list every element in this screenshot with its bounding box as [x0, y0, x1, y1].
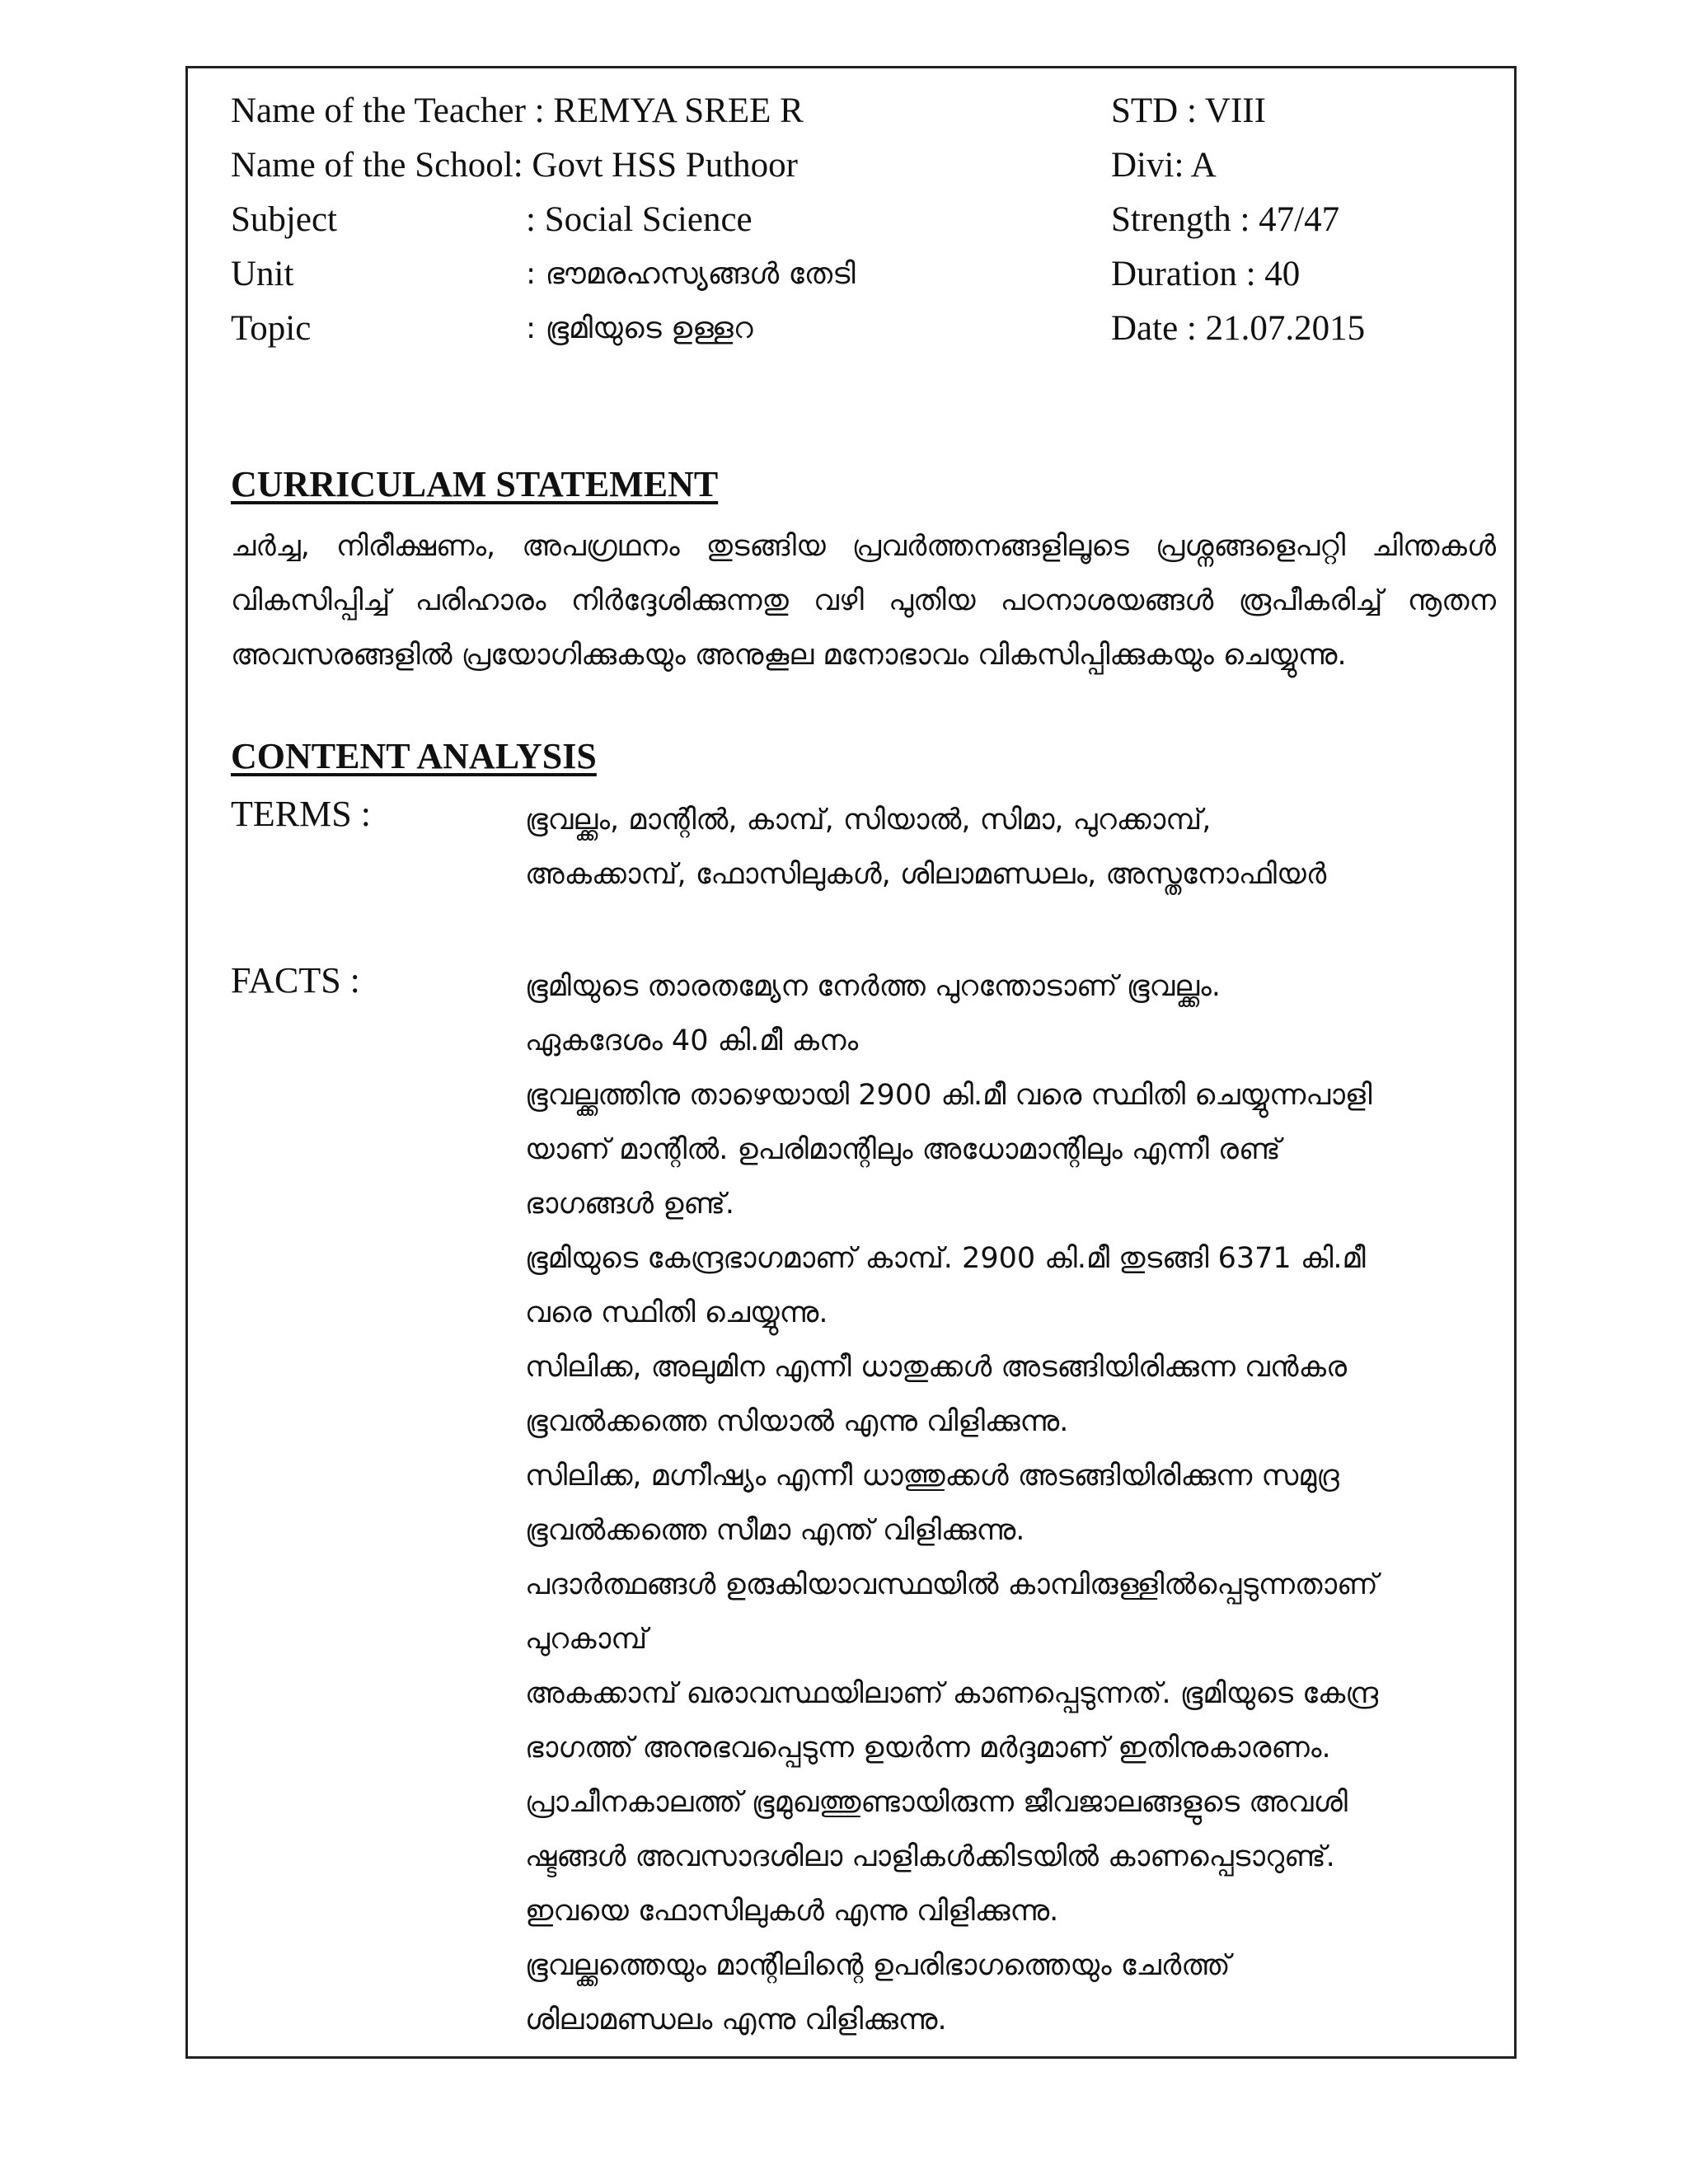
- topic-label: Topic: [231, 309, 312, 348]
- header-row-teacher: [231, 84, 1467, 138]
- unit-label: Unit: [231, 255, 294, 293]
- subject-label: Subject: [231, 200, 337, 239]
- fact-line: ഭൂവൽക്കത്തെ സിയാൽ എന്നു വിളിക്കുന്നു.: [525, 1405, 1069, 1438]
- curriculum-heading: CURRICULAM STATEMENT: [231, 464, 719, 504]
- fact-line: പ്രാചീനകാലത്ത് ഭൂമുഖത്തുണ്ടായിരുന്ന ജീവജാലങ്ങളുടെ അവശി: [525, 1786, 1348, 1819]
- fact-line: ഷ്ടങ്ങൾ അവസാദശിലാ പാളികൾക്കിടയിൽ കാണപ്പെടാറുണ്ട്.: [525, 1840, 1335, 1873]
- division-value: Divi: A: [1111, 146, 1217, 185]
- fact-item: [525, 1340, 1506, 1449]
- fact-item: [525, 1231, 1506, 1340]
- lesson-plan-header: [231, 84, 1467, 356]
- fact-line: അകക്കാമ്പ് ഖരാവസ്ഥയിലാണ് കാണപ്പെടുന്നത്. ഭൂമിയുടെ കേന്ദ്ര: [525, 1677, 1378, 1710]
- fact-item: [525, 1666, 1506, 1775]
- fact-line: പദാർത്ഥങ്ങൾ ഉരുകിയാവസ്ഥയിൽ കാമ്പിരുള്ളിൽപ്പെടുന്നതാണ്: [525, 1568, 1378, 1601]
- fact-line: ഭൂവൽക്കത്തെ സീമാ എന്ത് വിളിക്കുന്നു.: [525, 1514, 1025, 1547]
- facts-label: FACTS :: [231, 960, 360, 1001]
- unit-value: : ഭൗമരഹസ്യങ്ങൾ തേടി: [526, 257, 856, 291]
- content-analysis-heading: CONTENT ANALYSIS: [231, 736, 597, 776]
- duration-value: Duration : 40: [1111, 255, 1301, 293]
- fact-line: ഭൂമിയുടെ താരതമ്യേന നേർത്ത പുറന്തോടാണ് ഭൂവല്ക്കം.: [525, 970, 1221, 1003]
- fact-line: സിലിക്ക, അലുമിന എന്നീ ധാതുക്കൾ അടങ്ങിയിരിക്കുന്ന വൻകര: [525, 1351, 1348, 1384]
- fact-line: ശിലാമണ്ഡലം എന്നു വിളിക്കുന്നു.: [525, 2004, 947, 2036]
- fact-line: വരെ സ്ഥിതി ചെയ്യുന്നു.: [525, 1296, 828, 1329]
- topic-value: : ഭൂമിയുടെ ഉള്ളറ: [526, 312, 753, 345]
- fact-line: ഭാഗത്ത് അനുഭവപ്പെടുന്ന ഉയർന്ന മർദ്ദമാണ് ഇതിനുകാരണം.: [525, 1732, 1331, 1765]
- fact-line: പുറകാമ്പ്: [525, 1623, 648, 1656]
- teacher-name: Name of the Teacher : REMYA SREE R: [231, 91, 804, 130]
- fact-item: [525, 1938, 1506, 2047]
- fact-line: ഇവയെ ഫോസിലുകൾ എന്നു വിളിക്കുന്നു.: [525, 1895, 1059, 1928]
- fact-item: [525, 959, 1506, 1068]
- subject-value: : Social Science: [526, 200, 753, 239]
- fact-line: ഭാഗങ്ങൾ ഉണ്ട്.: [525, 1188, 735, 1221]
- facts-list: [525, 959, 1506, 2047]
- fact-line: ഭൂമിയുടെ കേന്ദ്രഭാഗമാണ് കാമ്പ്. 2900 കി.മീ തുടങ്ങി 6371 കി.മീ: [525, 1242, 1366, 1275]
- terms-list: [525, 793, 1506, 902]
- strength-value: Strength : 47/47: [1111, 200, 1340, 239]
- fact-item: [525, 1449, 1506, 1558]
- fact-line: ഭൂവല്ക്കത്തിനു താഴെയായി 2900 കി.മീ വരെ സ്ഥിതി ചെയ്യുന്നപാളി: [525, 1079, 1372, 1112]
- std-value: STD : VIII: [1111, 91, 1266, 130]
- header-row-unit: [231, 247, 1467, 302]
- terms-label: TERMS :: [231, 794, 371, 834]
- curriculum-statement: ചർച്ച, നിരീക്ഷണം, അപഗ്രഥനം തുടങ്ങിയ പ്രവർത്തനങ്ങളിലൂടെ പ്രശ്നങ്ങളെപറ്റി ചിന്തകൾ വികസിപ്പിച്ച് പരിഹാരം നിർദ്ദേശിക്കുന്നതു വഴി പുതിയ പഠനാശയങ്ങൾ രൂപീകരിച്ച് നൂതന അവസരങ്ങളിൽ പ്രയോഗിക്കുകയും അനുകൂല മനോഭാവം വികസിപ്പിക്കുകയും ചെയ്യുന്നു.: [231, 530, 1496, 672]
- fact-item: [525, 1558, 1506, 1666]
- terms-line: ഭൂവല്ക്കം, മാന്റിൽ, കാമ്പ്, സിയാൽ, സിമാ, പുറക്കാമ്പ്,: [525, 804, 1212, 837]
- header-row-topic: [231, 302, 1467, 356]
- terms-line: അകക്കാമ്പ്, ഫോസിലുകൾ, ശിലാമണ്ഡലം, അസ്തനോഫിയർ: [525, 858, 1327, 891]
- fact-line: ഭൂവല്ക്കത്തെയും മാന്റിലിന്റെ ഉപരിഭാഗത്തെയും ചേർത്ത്: [525, 1949, 1231, 1982]
- fact-line: ഏകദേശം 40 കി.മീ കനം: [525, 1024, 859, 1057]
- header-row-school: [231, 138, 1467, 193]
- fact-item: [525, 1068, 1506, 1231]
- school-name: Name of the School: Govt HSS Puthoor: [231, 146, 798, 185]
- fact-item: [525, 1775, 1506, 1938]
- header-row-subject: [231, 193, 1467, 247]
- date-value: Date : 21.07.2015: [1111, 309, 1366, 348]
- fact-line: സിലിക്ക, മഗ്നീഷ്യം എന്നീ ധാത്തുക്കൾ അടങ്ങിയിരിക്കുന്ന സമുദ്ര: [525, 1460, 1339, 1493]
- fact-line: യാണ് മാന്റിൽ. ഉപരിമാന്റിലും അധോമാന്റിലും എന്നീ രണ്ട്: [525, 1133, 1281, 1166]
